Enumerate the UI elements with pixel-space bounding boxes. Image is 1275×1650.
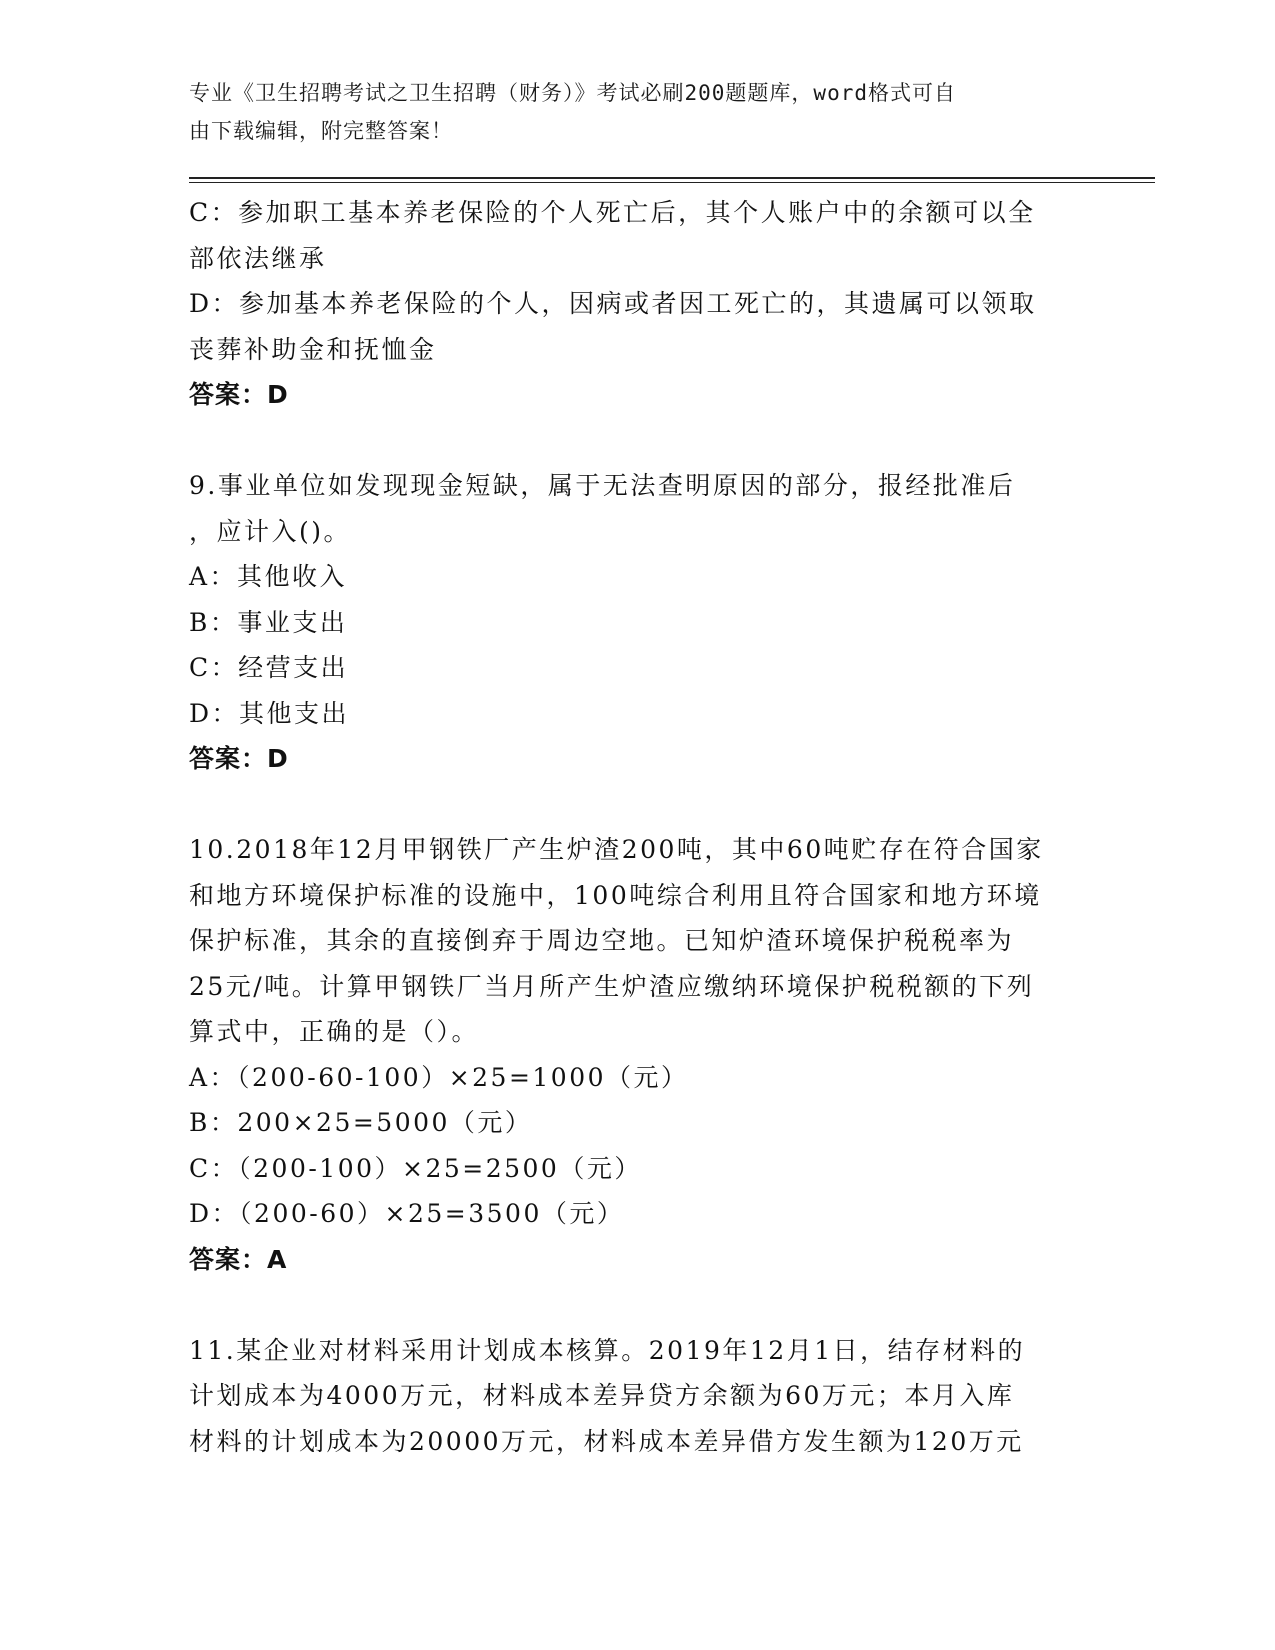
q10-stem-line-1: 10.2018年12月甲钢铁厂产生炉渣200吨，其中60吨贮存在符合国家 [189, 835, 1044, 864]
q10-stem-line-4: 25元/吨。计算甲钢铁厂当月所产生炉渣应缴纳环境保护税税额的下列 [189, 971, 1035, 1001]
q10-stem-line-3: 保护标准，其余的直接倒弃于周边空地。已知炉渣环境保护税税率为 [189, 926, 1015, 955]
q11-stem-line-1: 11.某企业对材料采用计划成本核算。2019年12月1日，结存材料的 [189, 1335, 1026, 1365]
q9-stem-line-1: 9.事业单位如发现现金短缺，属于无法查明原因的部分，报经批准后 [189, 471, 1016, 500]
document-header [189, 74, 1069, 150]
header-line-2: 由下载编辑，附完整答案！ [189, 119, 453, 143]
header-divider-thin [189, 182, 1155, 183]
q10-stem-line-2: 和地方环境保护标准的设施中，100吨综合利用且符合国家和地方环境 [189, 880, 1042, 910]
header-divider-thick [189, 177, 1155, 179]
q9-option-a: A：其他收入 [189, 562, 348, 591]
q9-option-d: D：其他支出 [189, 698, 350, 728]
q10-answer: 答案：A [189, 1244, 288, 1274]
q10-option-a: A：（200-60-100）×25=1000（元） [189, 1062, 689, 1092]
document-body [189, 190, 1089, 1464]
header-line-1: 专业《卫生招聘考试之卫生招聘（财务）》考试必刷200题题库，word格式可自 [189, 81, 956, 105]
question-10-block [189, 827, 1089, 1282]
question-9-block [189, 463, 1089, 782]
spacer [189, 418, 1089, 464]
q11-stem-line-2: 计划成本为4000万元，材料成本差异贷方余额为60万元；本月入库 [189, 1381, 1015, 1410]
q8-option-c-line-2: 部依法继承 [189, 243, 327, 273]
q9-option-c: C：经营支出 [189, 653, 349, 682]
q10-option-d: D：（200-60）×25=3500（元） [189, 1199, 625, 1228]
q8-option-c-line-1: C：参加职工基本养老保险的个人死亡后，其个人账户中的余额可以全 [189, 198, 1036, 227]
question-8-block [189, 190, 1089, 418]
spacer [189, 1282, 1089, 1328]
q9-option-b: B：事业支出 [189, 607, 348, 637]
q9-answer: 答案：D [189, 744, 289, 773]
question-11-block [189, 1328, 1089, 1465]
q9-stem-line-2: ，应计入()。 [189, 516, 352, 546]
q8-option-d-line-1: D：参加基本养老保险的个人，因病或者因工死亡的，其遗属可以领取 [189, 289, 1037, 318]
q10-option-c: C：（200-100）×25=2500（元） [189, 1153, 642, 1183]
q8-option-d-line-2: 丧葬补助金和抚恤金 [189, 334, 437, 364]
q8-answer: 答案：D [189, 380, 289, 409]
q10-option-b: B：200×25=5000（元） [189, 1108, 533, 1137]
spacer [189, 782, 1089, 828]
q10-stem-line-5: 算式中，正确的是（）。 [189, 1017, 480, 1046]
q11-stem-line-3: 材料的计划成本为20000万元，材料成本差异借方发生额为120万元 [189, 1426, 1024, 1456]
